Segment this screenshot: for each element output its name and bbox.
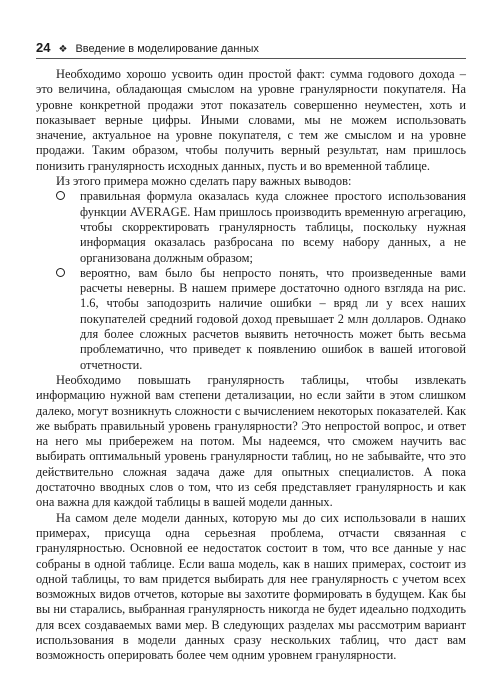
paragraph-4: На самом деле модели данных, которую мы до сих использовали в наших примерах, присуща одна серьезная проблема, отчасти связанная с гранулярностью. Основной ее недостаток состоит в том, что все данные у нас собраны в одной таблице. Если ваша модель, как в наших примерах, состоит из одной таблицы, то вам придется выбирать для нее гранулярность с учетом всех возможных видов отчетов, которые вы захотите формировать в будущем. Как бы вы ни старались, выбранная гранулярность никогда не будет идеально подходить для всех создаваемых вами мер. В следующих разделах мы рассмотрим вариант использования в модели данных сразу нескольких таблиц, что даст вам возможность оперировать более чем одним уровнем гранулярности.	[36, 510, 466, 663]
diamond-separator-icon: ❖	[58, 44, 68, 55]
paragraph-3: Необходимо повышать гранулярность таблицы, чтобы извлекать информацию нужной вам степени детализации, но если зайти в этом слишком далеко, могут возникнуть сложности с вычислением некоторых показателей. Как же выбрать правильный уровень гранулярности? Это непростой вопрос, и ответ на него мы прибережем на потом. Мы надеемся, что сможем научить вас выбирать оптимальный уровень гранулярности таблиц, но не забывайте, что это действительно сложная задача даже для опытных специалистов. А пока достаточно вводных слов о том, что из себя представляет гранулярность и как она важна для каждой таблицы в вашей модели данных.	[36, 372, 466, 510]
paragraph-1: Необходимо хорошо усвоить один простой факт: сумма годового дохода – это величина, обладающая смыслом на уровне гранулярности покупателя. На уровне конкретной продажи этот показатель совершенно неуместен, хоть и показывает верные цифры. Иными словами, мы не можем использовать значение, актуальное на уровне покупателя, с тем же смыслом и на уровне продажи. Таким образом, чтобы получить верный результат, нам пришлось понизить гранулярность исходных данных, пусть и во временной таблице.	[36, 67, 466, 173]
running-title: Введение в моделирование данных	[75, 43, 259, 55]
list-item	[36, 266, 466, 373]
paragraph-2: Из этого примера можно сделать пару важных выводов:	[56, 174, 352, 189]
page-body	[36, 67, 466, 664]
page-header	[36, 40, 466, 55]
list-item-text: правильная формула оказалась куда сложнее простого использования функции AVERAGE. Нам пришлось производить временную агрегацию, чтобы скорректировать гранулярность таблицы, поскольку нужная информация оказалась разбросана по всему набору данных, а не организована должным образом;	[80, 189, 466, 265]
list-item-text: вероятно, вам было бы непросто понять, что произведенные вами расчеты неверны. В нашем примере достаточно одного взгляда на рис. 1.6, чтобы заподозрить наличие ошибки – вряд ли у всех наших покупателей средний годовой доход превышает 2 млн долларов. Однако для более сложных расчетов выявить неточность может быть весьма проблематично, что приведет к появлению ошибок в вашей итоговой отчетности.	[80, 265, 466, 372]
list-item	[36, 189, 466, 265]
bullet-circle-icon	[56, 191, 65, 200]
bullet-circle-icon	[56, 268, 65, 277]
header-rule	[36, 58, 466, 59]
conclusions-list	[36, 189, 466, 373]
page-number: 24	[36, 40, 51, 55]
